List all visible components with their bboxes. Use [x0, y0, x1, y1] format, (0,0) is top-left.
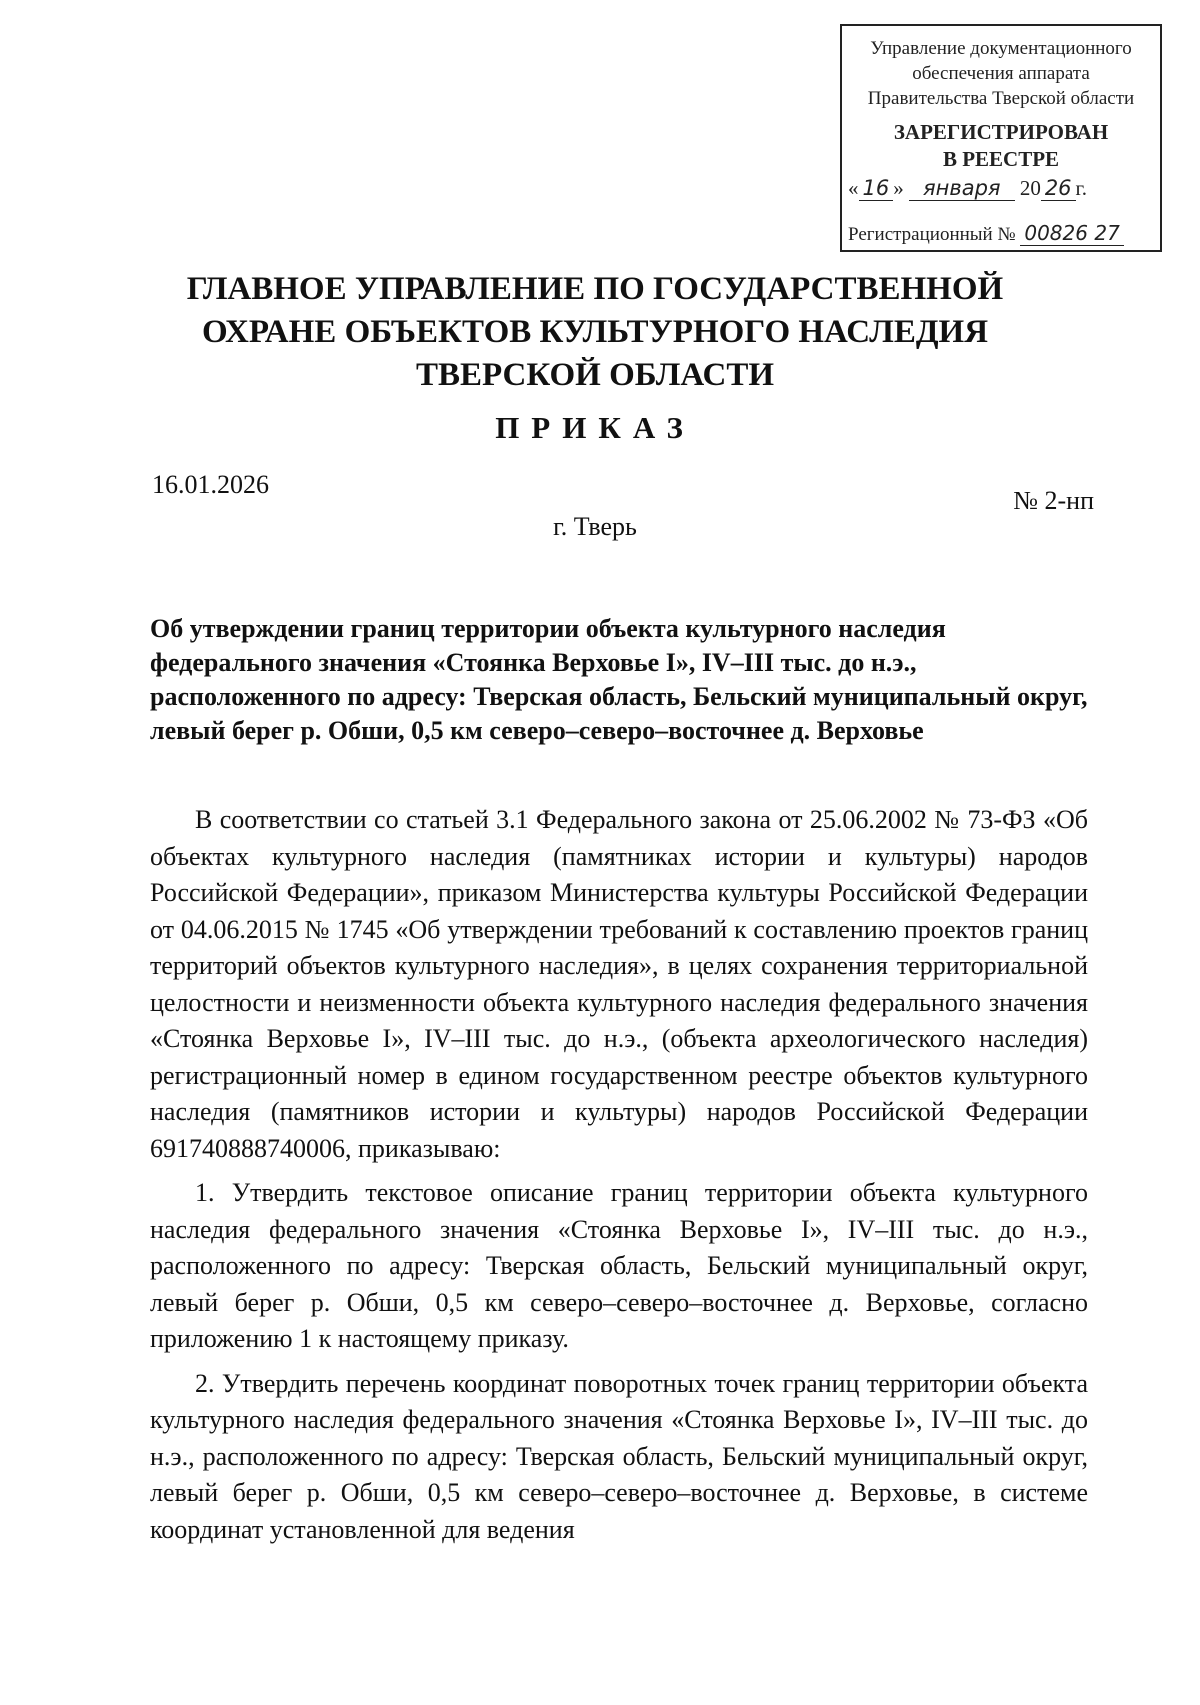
body-paragraph: 2. Утвердить перечень координат поворотных точек границ территории объекта культурного наследия федерального значения «Стоянка Верховье I», IV–III тыс. до н.э., расположенного по адресу: Тверская область, Бельский муниципальный округ, левый берег р. Обши, 0,5 км северо–северо–восточнее д. Верховье, в системе координат установленной для ведения: [150, 1368, 1088, 1544]
stamp-department-line: Управление документационного: [870, 38, 1132, 59]
stamp-date-open: «: [848, 176, 859, 200]
title-line: ТВЕРСКОЙ ОБЛАСТИ: [415, 357, 775, 393]
body-paragraph: В соответствии со статьей 3.1 Федерального закона от 25.06.2002 № 73-ФЗ «Об объектах культурного наследия (памятниках истории и культуры) народов Российской Федерации», приказом Министерства культуры Российской Федерации от 04.06.2015 № 1745 «Об утверждении требований к составлению проектов границ территорий объектов культурного наследия», в целях сохранения территориальной целостности и неизменности объекта культурного наследия федерального значения «Стоянка Верховье I», IV–III тыс. до н.э., (объекта археологического наследия) регистрационный номер в едином государственном реестре объектов культурного наследия (памятников истории и культуры) народов Российской Федерации 691740888740006, приказываю:: [150, 805, 1088, 1163]
stamp-registered-line: В РЕЕСТРЕ: [942, 147, 1060, 171]
stamp-reg-number: 00826 27: [1020, 221, 1123, 246]
stamp-date-year-prefix: 20: [1019, 176, 1041, 200]
order-body: [150, 802, 1088, 1548]
stamp-date-mid: »: [893, 176, 904, 200]
stamp-department: [842, 36, 1160, 111]
order-number: № 2-нп: [1013, 486, 1094, 515]
stamp-date-suffix: г.: [1075, 176, 1088, 200]
document-title: [150, 268, 1040, 397]
stamp-date-year: 26: [1041, 176, 1076, 201]
stamp-date-day: 16: [859, 176, 894, 201]
order-date: 16.01.2026: [152, 470, 269, 499]
title-line: ГЛАВНОЕ УПРАВЛЕНИЕ ПО ГОСУДАРСТВЕННОЙ: [186, 271, 1004, 307]
stamp-registered-line: ЗАРЕГИСТРИРОВАН: [893, 120, 1109, 144]
title-line: ОХРАНЕ ОБЪЕКТОВ КУЛЬТУРНОГО НАСЛЕДИЯ: [201, 314, 989, 350]
stamp-department-line: Правительства Тверской области: [867, 88, 1135, 109]
stamp-registered: [842, 119, 1160, 173]
registration-stamp: [840, 24, 1162, 252]
stamp-date-month: января: [909, 176, 1015, 201]
stamp-department-line: обеспечения аппарата: [912, 63, 1090, 84]
order-heading: ПРИКАЗ: [495, 410, 695, 445]
stamp-date-line: [848, 176, 1154, 201]
order-subject: Об утверждении границ территории объекта культурного наследия федерального значения «Стоянка Верховье I», IV–III тыс. до н.э., расположенного по адресу: Тверская область, Бельский муниципальный округ, левый берег р. Обши, 0,5 км северо–северо–восточнее д. Верховье: [150, 614, 1088, 745]
order-city: г. Тверь: [553, 512, 637, 541]
body-paragraph: 1. Утвердить текстовое описание границ территории объекта культурного наследия федерального значения «Стоянка Верховье I», IV–III тыс. до н.э., расположенного по адресу: Тверская область, Бельский муниципальный округ, левый берег р. Обши, 0,5 км северо–северо–восточнее д. Верховье, согласно приложению 1 к настоящему приказу.: [150, 1178, 1088, 1353]
stamp-number-line: [848, 221, 1154, 246]
stamp-reg-label: Регистрационный №: [848, 224, 1016, 245]
